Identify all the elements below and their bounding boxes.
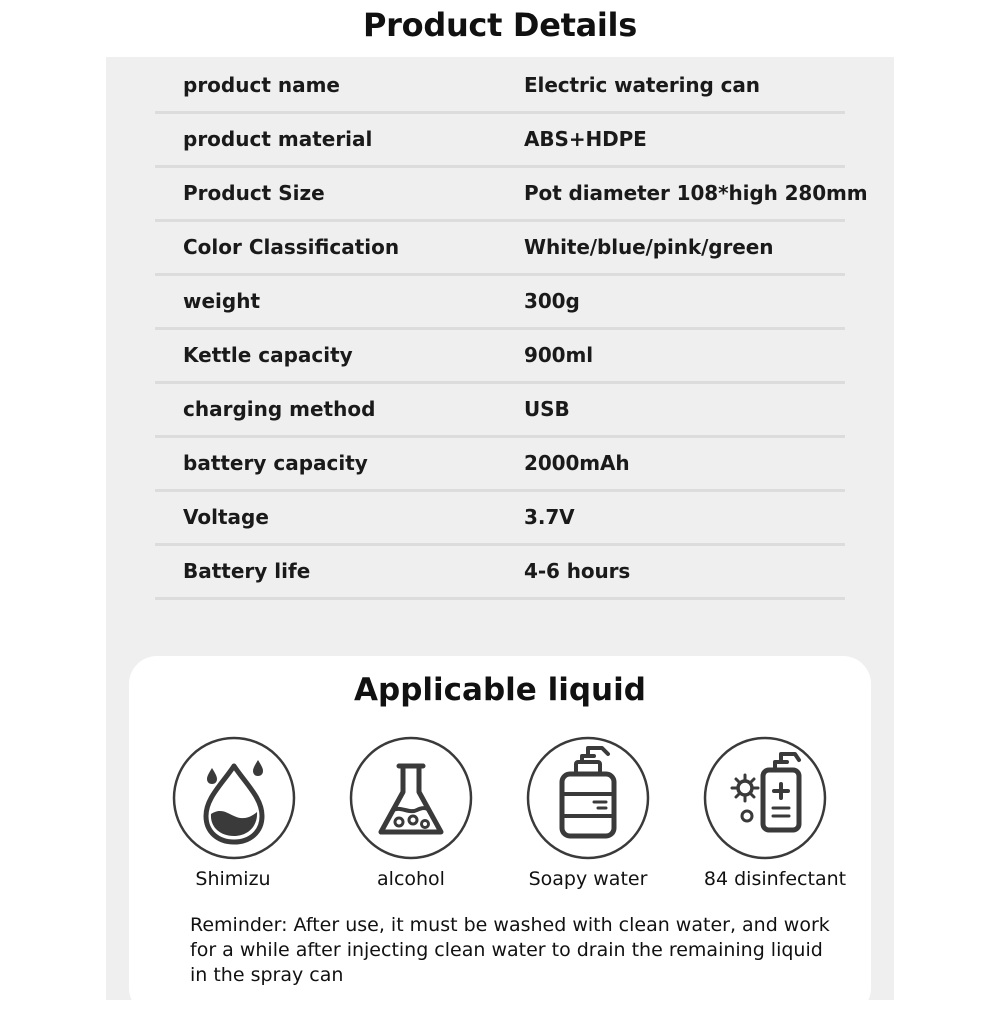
spec-label: charging method	[183, 397, 376, 421]
spec-label: Product Size	[183, 181, 325, 205]
spec-value: USB	[524, 397, 570, 421]
spec-value: 2000mAh	[524, 451, 630, 475]
applicable-liquid-title: Applicable liquid	[354, 672, 646, 708]
spec-row	[155, 489, 845, 546]
spec-label: Battery life	[183, 559, 311, 583]
spec-row	[155, 543, 845, 600]
spec-row	[155, 165, 868, 222]
spec-row	[155, 327, 845, 384]
spec-value: White/blue/pink/green	[524, 235, 774, 259]
spec-value: 300g	[524, 289, 580, 313]
spec-value: 4-6 hours	[524, 559, 631, 583]
spec-value: Electric watering can	[524, 73, 760, 97]
spec-value: ABS+HDPE	[524, 127, 647, 151]
water-drop-icon	[172, 736, 296, 860]
flask-icon	[349, 736, 473, 860]
spec-row	[155, 435, 845, 492]
disinfectant-bottle-icon	[703, 736, 827, 860]
spec-label: Voltage	[183, 505, 269, 529]
liquid-label-soapy-water: Soapy water	[528, 868, 648, 890]
liquid-label-shimizu: Shimizu	[195, 868, 271, 890]
spec-row	[155, 381, 845, 438]
liquid-label-alcohol: alcohol	[377, 868, 445, 890]
soap-bottle-icon	[526, 736, 650, 860]
spec-label: Color Classification	[183, 235, 400, 259]
reminder-text: Reminder: After use, it must be washed with clean water, and work for a while after injecting clean water to drain the remaining liquid in the spray can	[190, 914, 830, 986]
spec-label: battery capacity	[183, 451, 368, 475]
spec-value: Pot diameter 108*high 280mm	[524, 181, 868, 205]
spec-value: 3.7V	[524, 505, 575, 529]
spec-value: 900ml	[524, 343, 593, 367]
spec-row	[155, 219, 845, 276]
spec-label: Kettle capacity	[183, 343, 353, 367]
spec-row	[155, 57, 845, 114]
spec-row	[155, 273, 845, 330]
liquid-label-84-disinfectant: 84 disinfectant	[703, 868, 847, 890]
spec-row	[155, 111, 845, 168]
spec-label: product material	[183, 127, 373, 151]
spec-label: weight	[183, 289, 261, 313]
spec-label: product name	[183, 73, 340, 97]
page-title: Product Details	[363, 6, 637, 44]
